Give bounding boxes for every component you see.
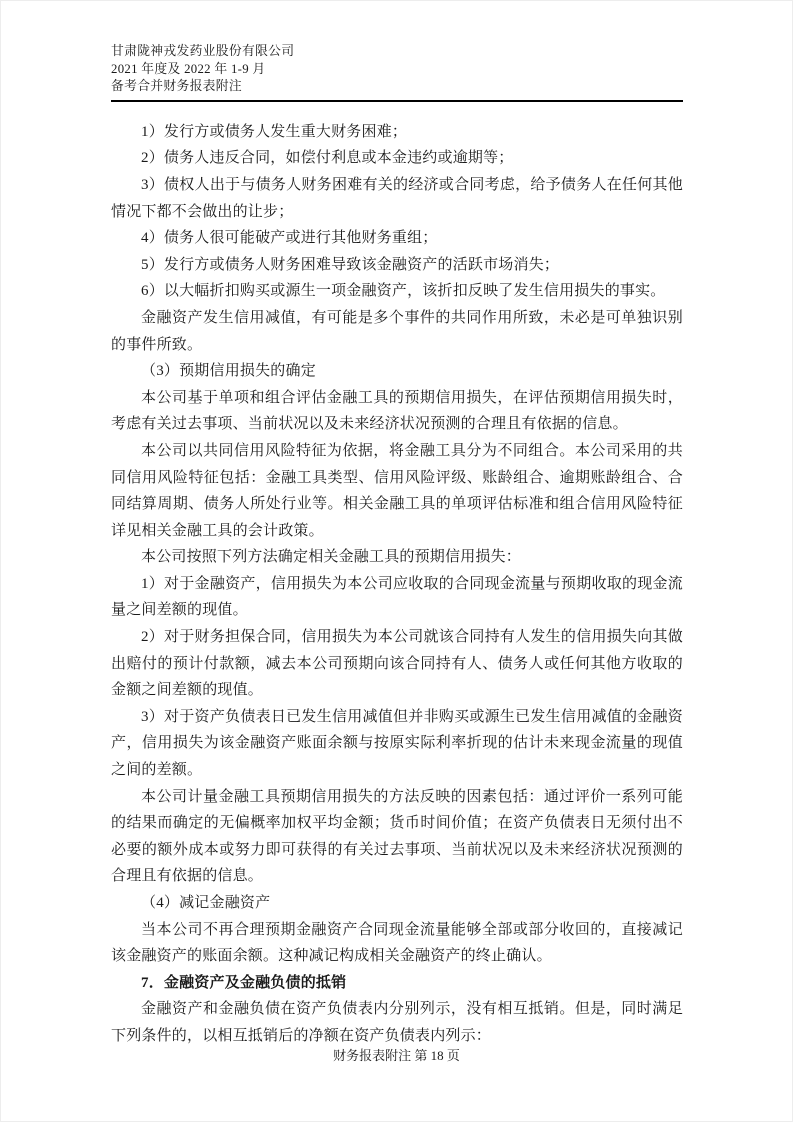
header-doc-title: 备考合并财务报表附注 [111, 79, 242, 94]
body-paragraph: 3）对于资产负债表日已发生信用减值但并非购买或源生已发生信用减值的金融资产，信用损失为该金融资产账面余额与按原实际利率折现的估计未来现金流量的现值之间的差额。 [111, 708, 683, 779]
body-paragraph: 本公司计量金融工具预期信用损失的方法反映的因素包括：通过评价一系列可能的结果而确定的无偏概率加权平均金额；货币时间价值；在资产负债表日无须付出不必要的额外成本或努力即可获得的有关过去事项、当前状况以及未来经济状况预测的合理且有依据的信息。 [111, 788, 683, 885]
page-header [1, 1, 792, 102]
body-paragraph: 本公司基于单项和组合评估金融工具的预期信用损失，在评估预期信用损失时，考虑有关过去事项、当前状况以及未来经济状况预测的合理且有依据的信息。 [111, 389, 683, 433]
body-paragraph: 4）债务人很可能破产或进行其他财务重组； [141, 230, 438, 247]
body-paragraph: 1）对于金融资产，信用损失为本公司应收取的合同现金流量与预期收取的现金流量之间差额的现值。 [111, 575, 683, 619]
body-paragraph: 本公司按照下列方法确定相关金融工具的预期信用损失： [141, 549, 522, 566]
header-company-name: 甘肃陇神戎发药业股份有限公司 [111, 44, 295, 58]
header-report-period: 2021 年度及 2022 年 1-9 月 [111, 61, 266, 76]
body-paragraph: （4）减记金融资产 [141, 895, 271, 911]
body-paragraph: 2）对于财务担保合同，信用损失为本公司就该合同持有人发生的信用损失向其做出赔付的预计付款额，减去本公司预期向该合同持有人、债务人或任何其他方收取的金额之间差额的现值。 [111, 629, 683, 699]
document-body [1, 110, 792, 1050]
body-paragraph: 6）以大幅折扣购买或源生一项金融资产，该折扣反映了发生信用损失的事实。 [141, 283, 666, 300]
body-paragraph: 金融资产和金融负债在资产负债表内分别列示，没有相互抵销。但是，同时满足下列条件的，以相互抵销后的净额在资产负债表内列示： [111, 1001, 683, 1044]
body-paragraph: 5）发行方或债务人财务困难导致该金融资产的活跃市场消失； [141, 256, 560, 273]
body-paragraph: 本公司以共同信用风险特征为依据，将金融工具分为不同组合。本公司采用的共同信用风险特征包括：金融工具类型、信用风险评级、账龄组合、逾期账龄组合、合同结算周期、债务人所处行业等。相关金融工具的单项评估标准和组合信用风险特征详见相关金融工具的会计政策。 [111, 442, 683, 539]
body-paragraph: 1）发行方或债务人发生重大财务困难； [141, 123, 408, 140]
page-footer [1, 1047, 792, 1065]
body-paragraph: （3）预期信用损失的确定 [141, 363, 316, 380]
section-heading: 7．金融资产及金融负债的抵销 [141, 974, 347, 991]
body-paragraph: 金融资产发生信用减值，有可能是多个事件的共同作用所致，未必是可单独识别的事件所致。 [111, 309, 683, 353]
footer-page-label: 财务报表附注 第 18 页 [333, 1048, 460, 1063]
body-paragraph: 3）债权人出于与债务人财务困难有关的经济或合同考虑，给予债务人在任何其他情况下都不会做出的让步； [111, 176, 683, 220]
body-paragraph: 当本公司不再合理预期金融资产合同现金流量能够全部或部分收回的，直接减记该金融资产的账面余额。这种减记构成相关金融资产的终止确认。 [111, 921, 683, 965]
body-paragraph: 2）债务人违反合同，如偿付利息或本金违约或逾期等； [141, 150, 514, 167]
header-rule [111, 100, 683, 102]
